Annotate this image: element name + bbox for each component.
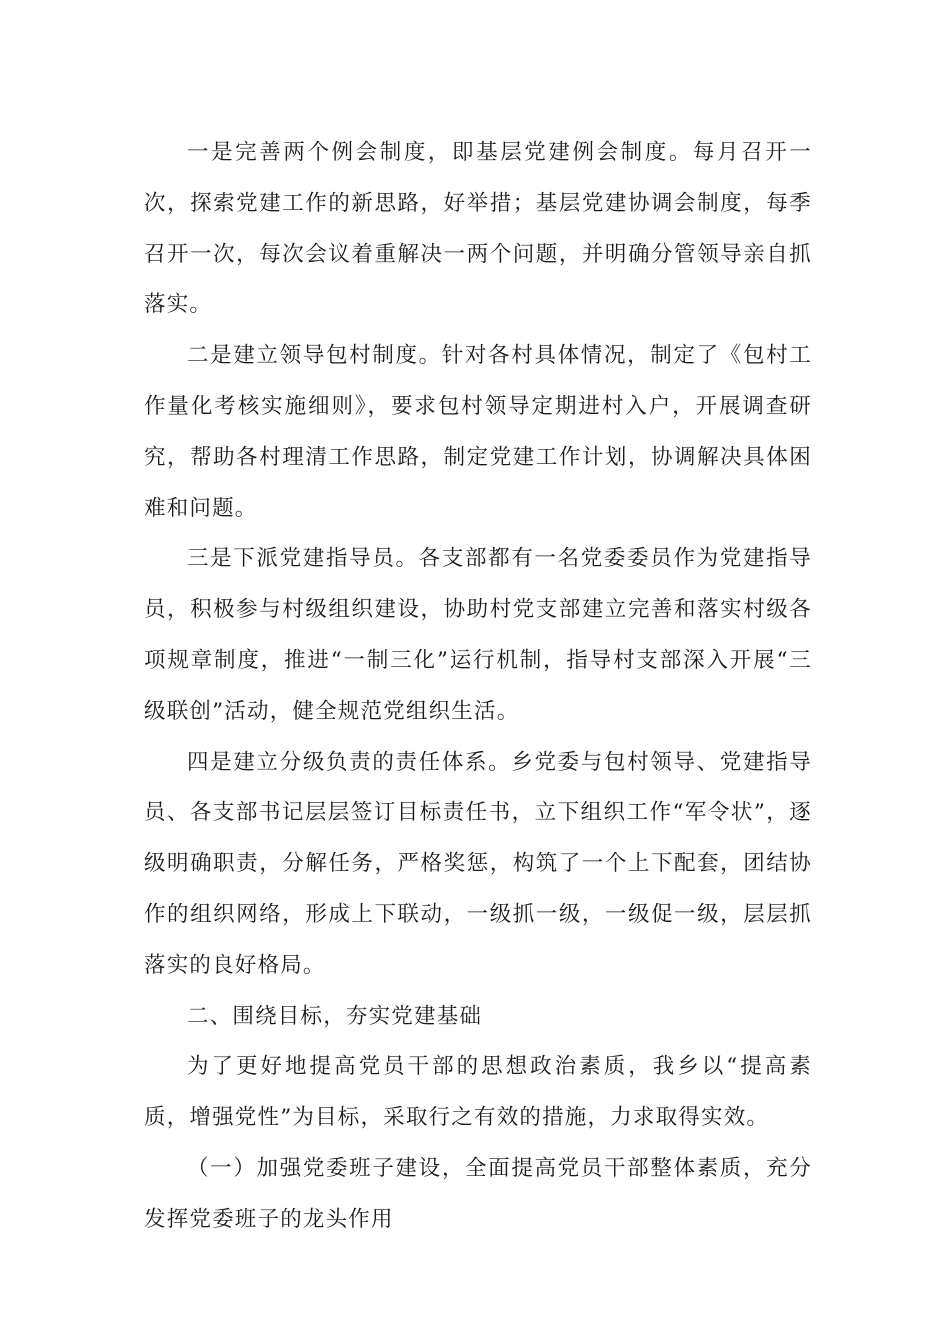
section-heading-two: 二、围绕目标，夯实党建基础	[187, 1003, 483, 1029]
paragraph-section-intro: 为了更好地提高党员干部的思想政治素质，我乡以“提高素质，增强党性”为目标，采取行之有效的措施，力求取得实效。	[144, 1054, 812, 1131]
paragraph-three-party-instructor: 三是下派党建指导员。各支部都有一名党委委员作为党建指导员，积极参与村级组织建设，协助村党支部建立完善和落实村级各项规章制度，推进“一制三化”运行机制，指导村支部深入开展“三级联创”活动，健全规范党组织生活。	[144, 546, 812, 724]
document-body	[144, 128, 812, 1246]
subsection-heading-one: （一）加强党委班子建设，全面提高党员干部整体素质，充分发挥党委班子的龙头作用	[144, 1155, 812, 1232]
paragraph-two-village-contract: 二是建立领导包村制度。针对各村具体情况，制定了《包村工作量化考核实施细则》，要求包村领导定期进村入户，开展调查研究，帮助各村理清工作思路，制定党建工作计划，协调解决具体困难和问题。	[144, 343, 812, 521]
paragraph-four-responsibility-system: 四是建立分级负责的责任体系。乡党委与包村领导、党建指导员、各支部书记层层签订目标责任书，立下组织工作“军令状”，逐级明确职责，分解任务，严格奖惩，构筑了一个上下配套，团结协作的组织网络，形成上下联动，一级抓一级，一级促一级，层层抓落实的良好格局。	[144, 749, 812, 978]
paragraph-one-meeting-system: 一是完善两个例会制度，即基层党建例会制度。每月召开一次，探索党建工作的新思路，好举措；基层党建协调会制度，每季召开一次，每次会议着重解决一两个问题，并明确分管领导亲自抓落实。	[144, 140, 812, 318]
